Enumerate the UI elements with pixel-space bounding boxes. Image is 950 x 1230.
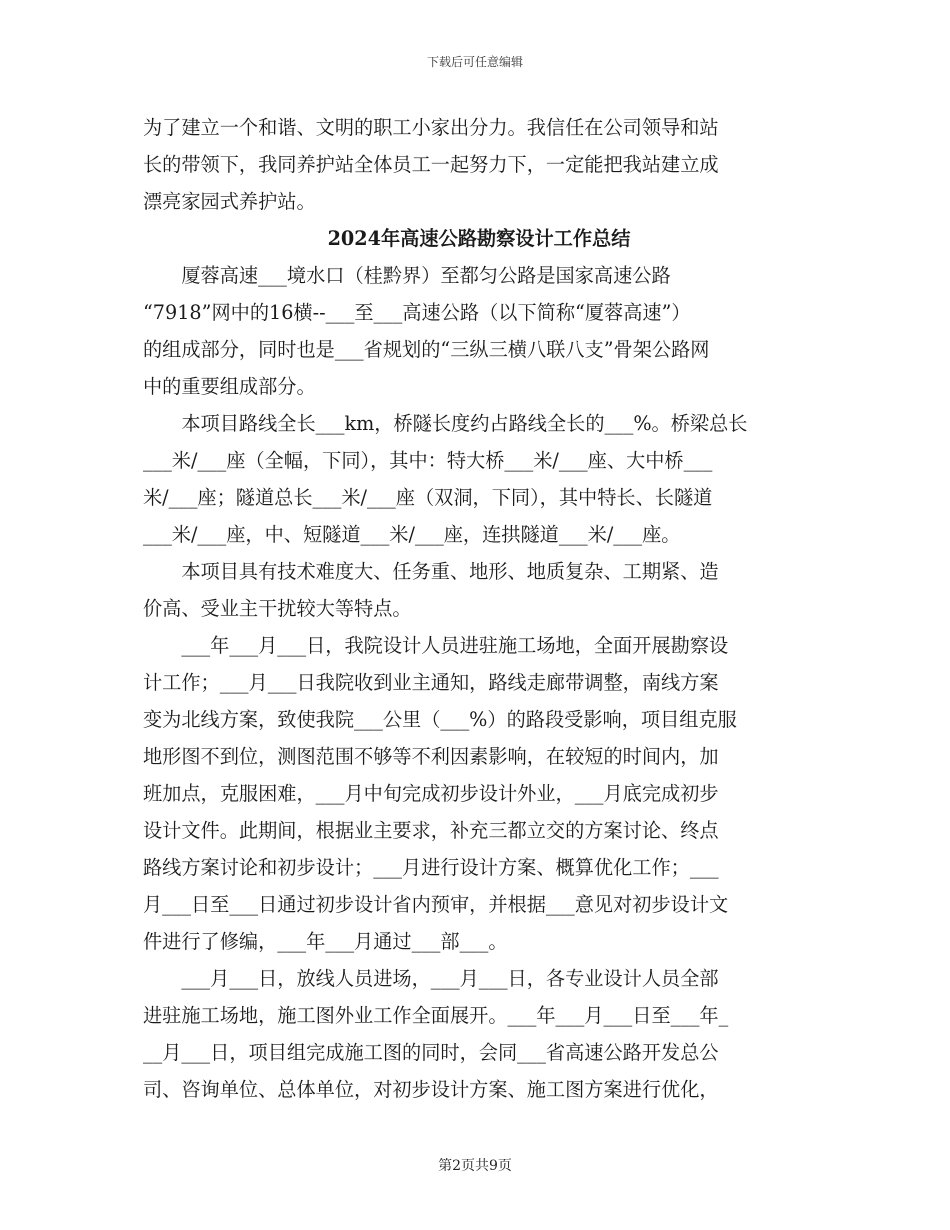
body-line: 路线方案讨论和初步设计；___月进行设计方案、概算优化工作；___ <box>143 856 719 879</box>
body-line: 地形图不到位，测图范围不够等不利因素影响，在较短的时间内，加 <box>143 745 719 768</box>
body-line: 米/___座；隧道总长___米/___座（双洞，下同），其中特长、长隧道 <box>143 486 713 509</box>
body-line: ___米/___座，中、短隧道___米/___座，连拱隧道___米/___座。 <box>143 523 681 546</box>
body-line: ___米/___座（全幅，下同），其中：特大桥___米/___座、大中桥___ <box>143 449 713 472</box>
document-body <box>143 109 815 1108</box>
page-header: 下载后可任意编辑 <box>426 55 523 69</box>
body-line: 变为北线方案，致使我院___公里（___%）的路段受影响，项目组克服 <box>143 708 737 731</box>
body-line: ___月___日，放线人员进场，___月___日，各专业设计人员全部 <box>143 967 719 990</box>
body-line: 为了建立一个和谐、文明的职工小家出分力。我信任在公司领导和站 <box>143 116 719 139</box>
body-line: 月___日至___日通过初步设计省内预审，并根据___意见对初步设计文 <box>143 893 729 916</box>
body-line: 厦蓉高速___境水口（桂黔界）至都匀公路是国家高速公路 <box>143 264 671 287</box>
document-title: 2024年高速公路勘察设计工作总结 <box>327 227 631 250</box>
page-number: 第2页共9页 <box>438 1158 512 1174</box>
body-line: 的组成部分，同时也是___省规划的“三纵三横八联八支”骨架公路网 <box>143 338 710 361</box>
body-line: 班加点，克服困难，___月中旬完成初步设计外业，___月底完成初步 <box>143 782 719 805</box>
body-line: 长的带领下，我同养护站全体员工一起努力下，一定能把我站建立成 <box>143 153 719 176</box>
body-line: 司、咨询单位、总体单位，对初步设计方案、施工图方案进行优化， <box>143 1078 719 1101</box>
body-line: 计工作；___月___日我院收到业主通知，路线走廊带调整，南线方案 <box>143 671 719 694</box>
body-line: 本项目具有技术难度大、任务重、地形、地质复杂、工期紧、造 <box>143 560 719 583</box>
body-line: 进驻施工场地，施工图外业工作全面展开。___年___月___日至___年_ <box>143 1004 729 1027</box>
body-line: 设计文件。此期间，根据业主要求，补充三都立交的方案讨论、终点 <box>143 819 719 842</box>
body-line: 本项目路线全长___km，桥隧长度约占路线全长的___%。桥梁总长 <box>143 412 748 435</box>
body-line: “7918”网中的16横--___至___高速公路（以下简称“厦蓉高速”） <box>143 301 691 324</box>
body-line: 中的重要组成部分。 <box>143 375 316 398</box>
body-line: 漂亮家园式养护站。 <box>143 190 316 213</box>
body-line: 件进行了修编，___年___月通过___部___。 <box>143 930 508 953</box>
body-line: ___年___月___日，我院设计人员进驻施工场地，全面开展勘察设 <box>143 634 729 657</box>
body-line: 价高、受业主干扰较大等特点。 <box>143 597 412 620</box>
body-line: __月___日，项目组完成施工图的同时，会同___省高速公路开发总公 <box>143 1041 719 1064</box>
